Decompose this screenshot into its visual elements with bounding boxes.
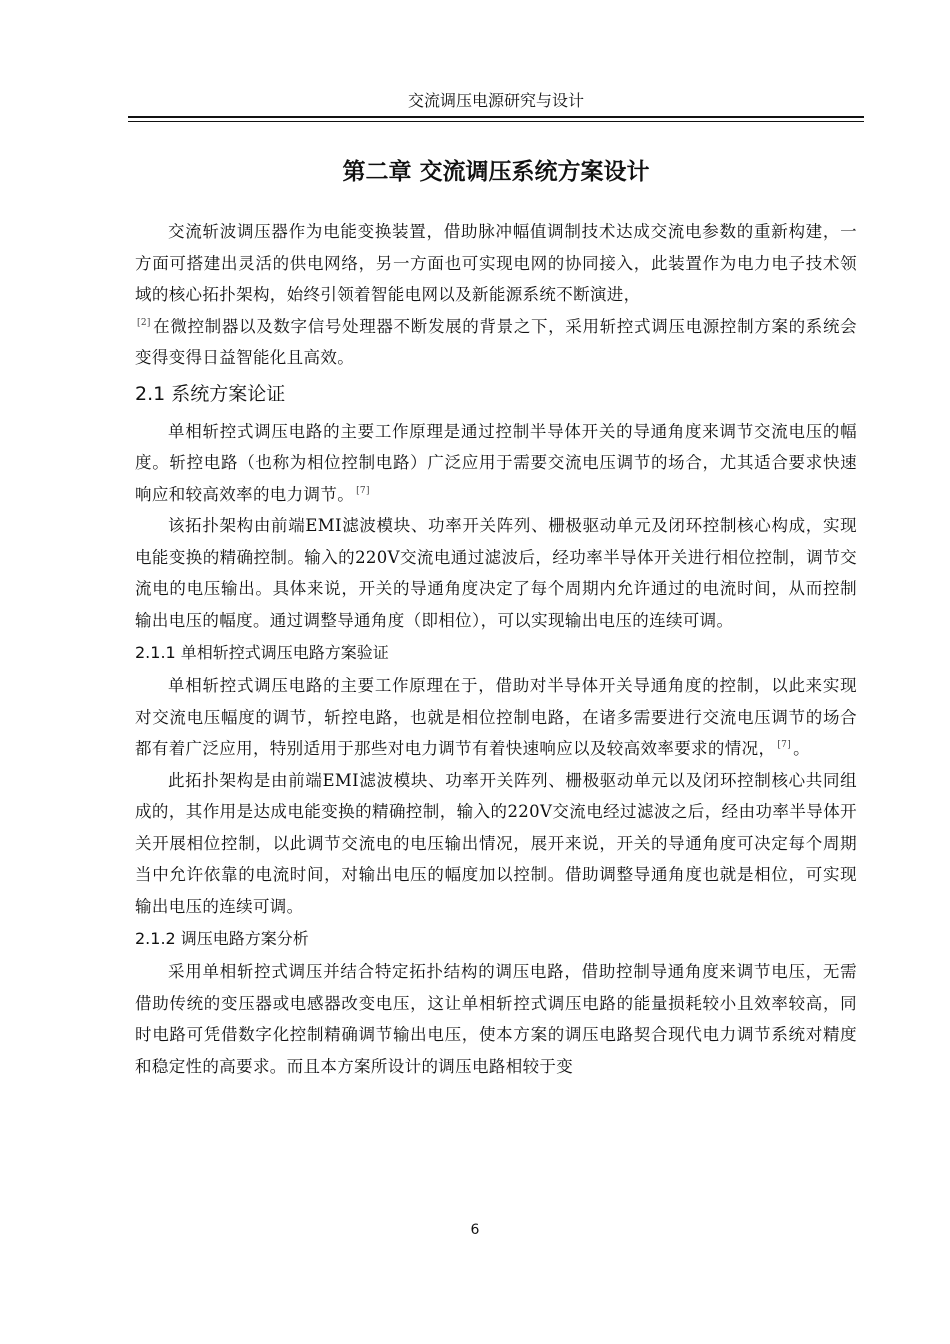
section-2-1-1-p1-text: 单相斩控式调压电路的主要工作原理在于，借助对半导体开关导通角度的控制，以此来实现对交流电压幅度的调节，斩控电路，也就是相位控制电路，在诸多需要进行交流电压调节的场合都有着广泛应用，特别适用于那些对电力调节有着快速响应以及较高效率要求的情况，: [135, 676, 857, 758]
section-2-1-p1-text: 单相斩控式调压电路的主要工作原理是通过控制半导体开关的导通角度来调节交流电压的幅度。斩控电路（也称为相位控制电路）广泛应用于需要交流电压调节的场合，尤其适合要求快速响应和较高效率的电力调节。: [135, 421, 857, 504]
section-2-1-1-paragraph-2: 此拓扑架构是由前端EMI滤波模块、功率开关阵列、栅极驱动单元以及闭环控制核心共同组成的，其作用是达成电能变换的精确控制，输入的220V交流电经过滤波之后，经由功率半导体开关开展相位控制，以此调节交流电的电压输出情况，展开来说，开关的导通角度可决定每个周期当中允许依靠的电流时间，对输出电压的幅度加以控制。借助调整导通角度也就是相位，可实现输出电压的连续可调。: [135, 770, 857, 916]
header-rule-thin: [128, 121, 864, 122]
intro-text-b: 在微控制器以及数字信号处理器不断发展的背景之下，采用斩控式调压电源控制方案的系统会变得变得日益智能化且高效。: [135, 316, 857, 367]
header-rule-thick: [128, 116, 864, 118]
section-2-1-paragraph-2: 该拓扑架构由前端EMI滤波模块、功率开关阵列、栅极驱动单元及闭环控制核心构成，实现电能变换的精确控制。输入的220V交流电通过滤波后，经功率半导体开关进行相位控制，调节交流电的电压输出。具体来说，开关的导通角度决定了每个周期内允许通过的电流时间，从而控制输出电压的幅度。通过调整导通角度（即相位），可以实现输出电压的连续可调。: [135, 516, 857, 630]
section-heading-2-1-2: 2.1.2 调压电路方案分析: [135, 929, 309, 948]
section-2-1-1-p1-end: 。: [793, 739, 810, 758]
intro-paragraph: [135, 216, 857, 374]
citation-7: [7]: [777, 740, 792, 750]
section-heading-2-1: 2.1 系统方案论证: [135, 382, 286, 405]
citation-2: [2]: [137, 317, 151, 328]
page-number: 6: [470, 1222, 480, 1238]
running-header: 交流调压电源研究与设计: [407, 91, 584, 110]
section-2-1-paragraph-1: [135, 416, 857, 511]
section-heading-2-1-1: 2.1.1 单相斩控式调压电路方案验证: [135, 643, 389, 662]
intro-text-a: 交流斩波调压器作为电能变换装置，借助脉冲幅值调制技术达成交流电参数的重新构建，一方面可搭建出灵活的供电网络，另一方面也可实现电网的协同接入，此装置作为电力电子技术领域的核心拓扑架构，始终引领着智能电网以及新能源系统不断演进，: [135, 222, 857, 304]
citation-7: [7]: [356, 485, 370, 496]
section-2-1-2-paragraph-1: 采用单相斩控式调压并结合特定拓扑结构的调压电路，借助控制导通角度来调节电压，无需借助传统的变压器或电感器改变电压，这让单相斩控式调压电路的能量损耗较小且效率较高，同时电路可凭借数字化控制精确调节输出电压，使本方案的调压电路契合现代电力调节系统对精度和稳定性的高要求。而且本方案所设计的调压电路相较于变: [135, 962, 857, 1076]
chapter-title: 第二章 交流调压系统方案设计: [342, 159, 650, 185]
section-2-1-1-paragraph-1: [135, 670, 857, 765]
page-content: [135, 156, 857, 1082]
